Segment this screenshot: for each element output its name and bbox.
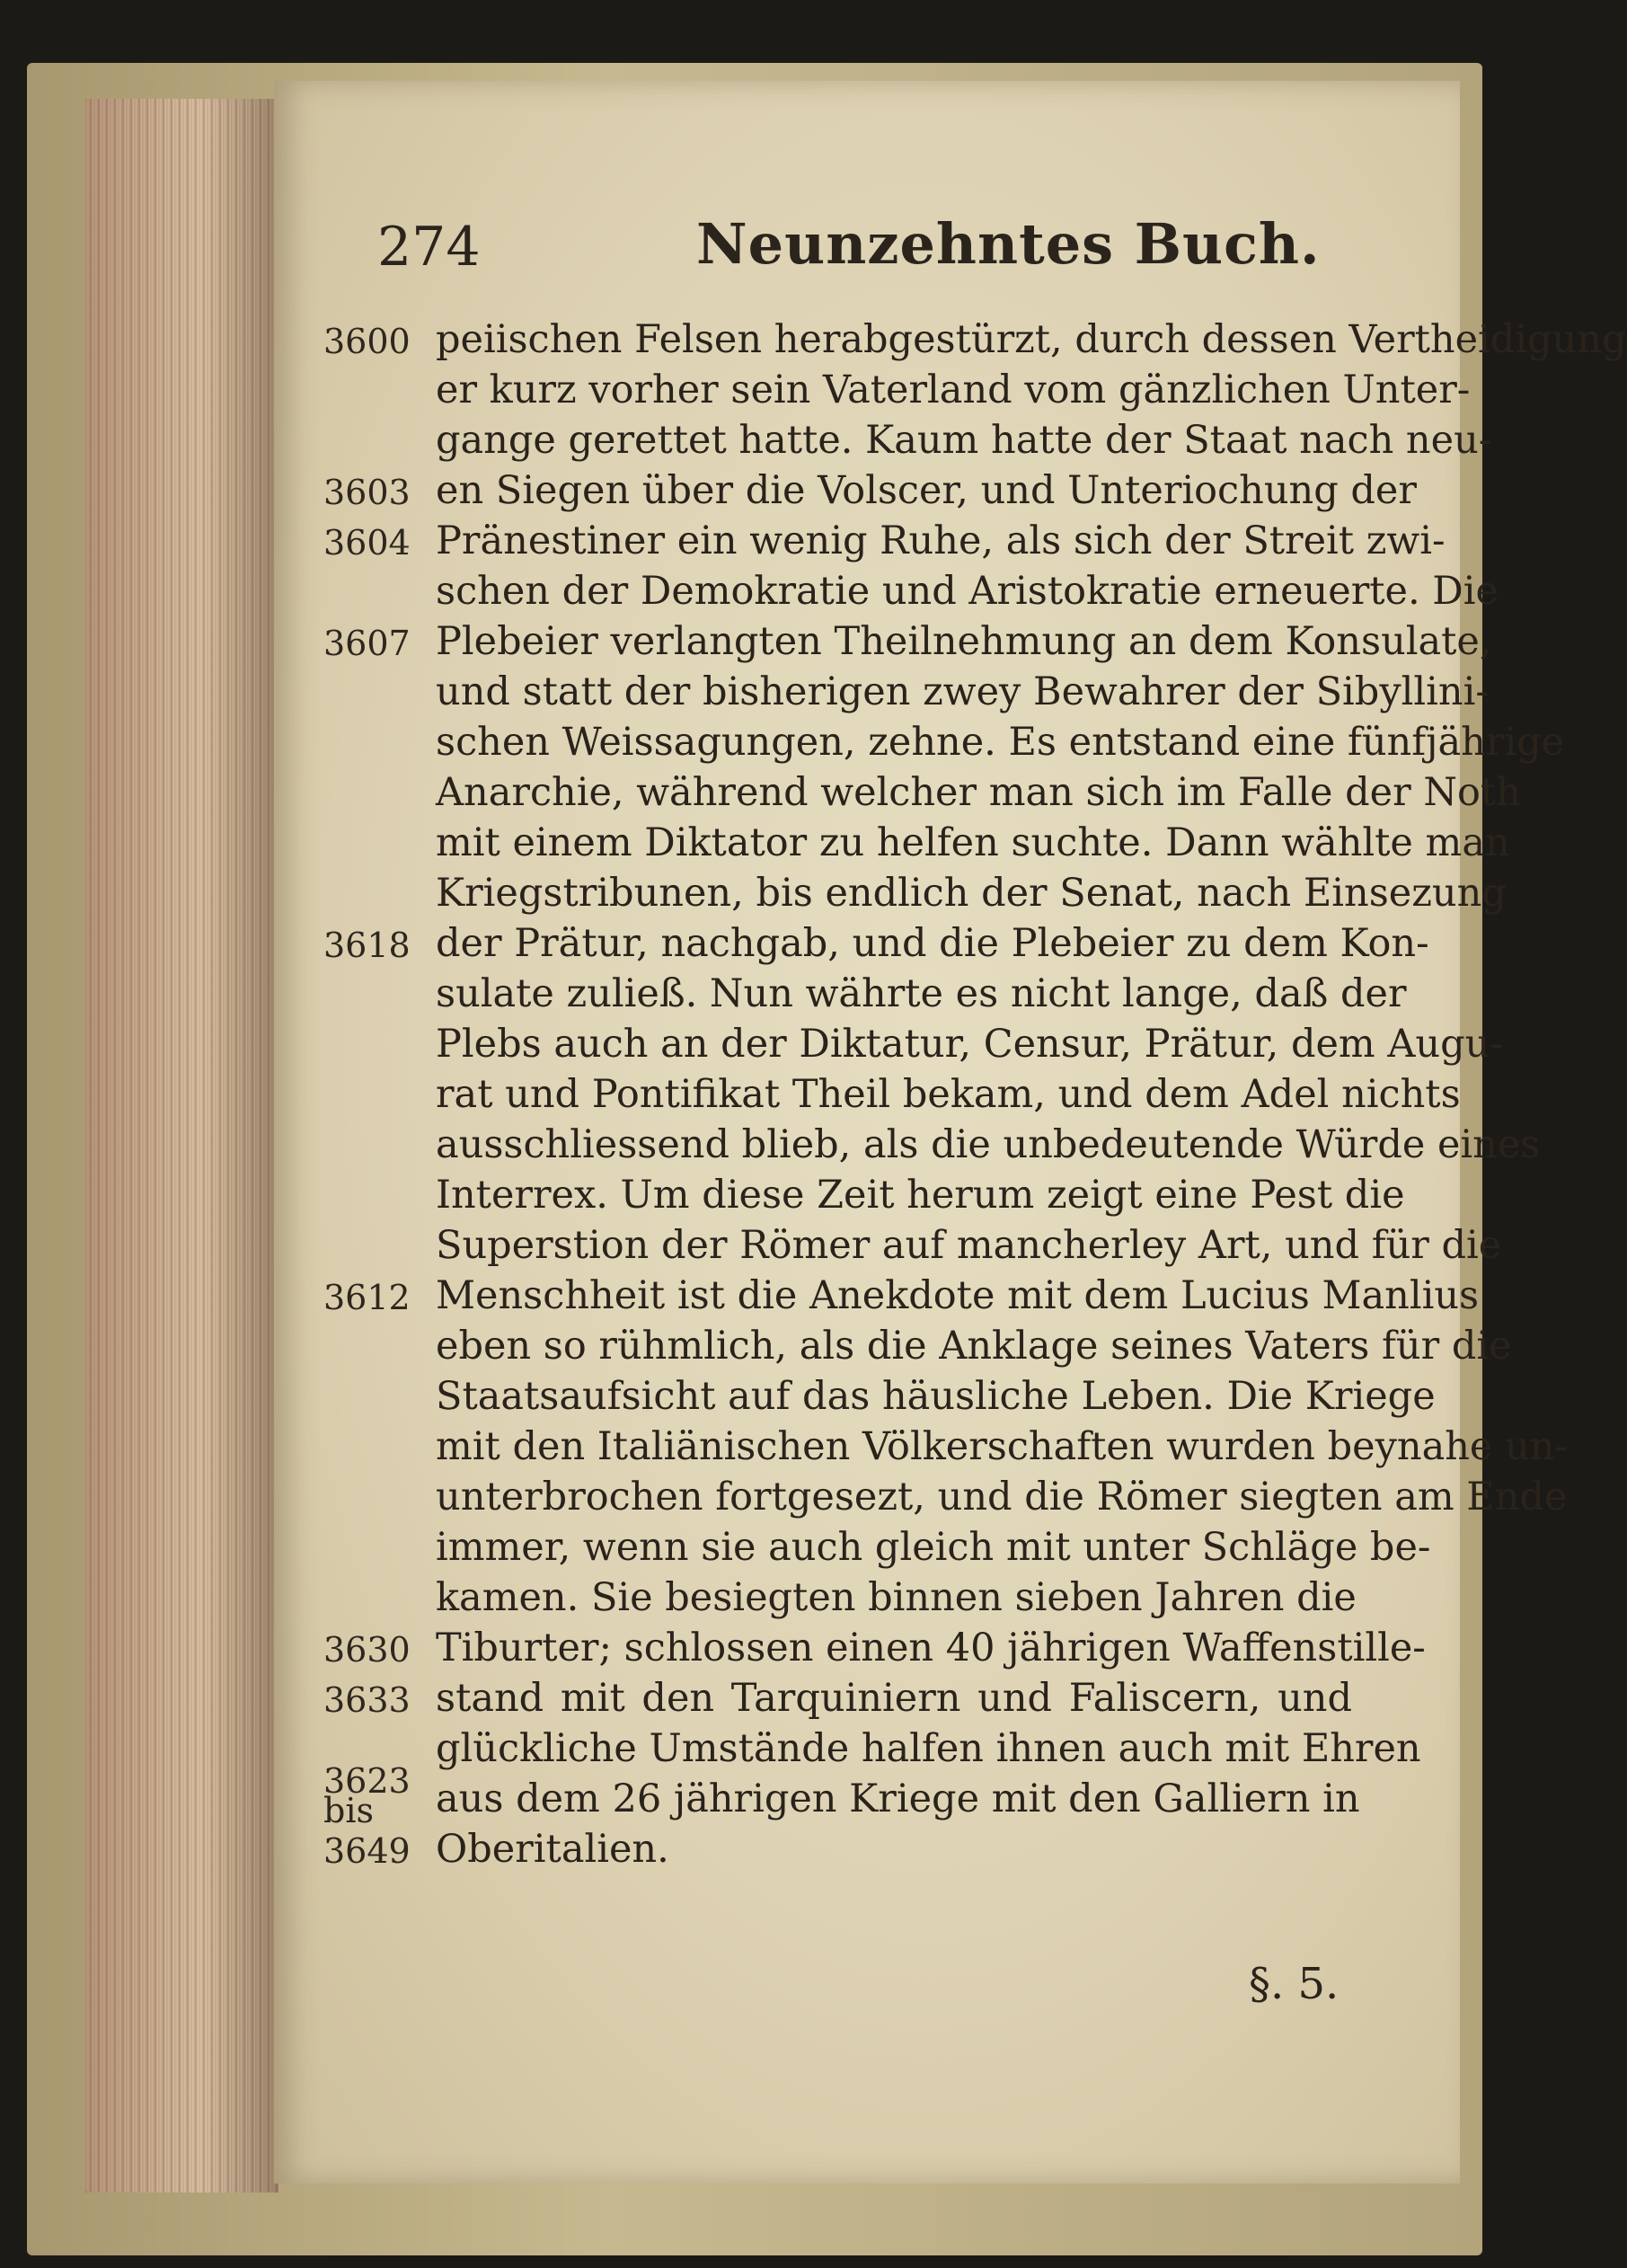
text-line: stand mit den Tarquiniern und Faliscern, und xyxy=(436,1676,1352,1721)
text-line: eben so rühmlich, als die Anklage seines Vaters für die xyxy=(436,1324,1512,1369)
text-line: mit den Italiänischen Völkerschaften wurden beynahe un- xyxy=(436,1424,1568,1469)
text-line: sulate zuließ. Nun währte es nicht lange, daß der xyxy=(436,971,1407,1016)
page-number: 274 xyxy=(377,216,481,279)
text-line: peiischen Felsen herabgestürzt, durch dessen Vertheidigung xyxy=(436,317,1627,362)
margin-note: 3612 xyxy=(323,1278,411,1317)
text-line: Kriegstribunen, bis endlich der Senat, nach Einsezung xyxy=(436,871,1507,916)
text-line: und statt der bisherigen zwey Bewahrer der Sibyllini- xyxy=(436,669,1489,714)
text-line: Pränestiner ein wenig Ruhe, als sich der Streit zwi- xyxy=(436,518,1446,563)
margin-note: 3607 xyxy=(323,624,411,663)
text-line: Superstion der Römer auf mancherley Art, und für die xyxy=(436,1223,1502,1268)
text-line: mit einem Diktator zu helfen suchte. Dann wählte man xyxy=(436,820,1510,865)
text-line: glückliche Umstände halfen ihnen auch mit Ehren xyxy=(436,1726,1421,1771)
text-line: Oberitalien. xyxy=(436,1827,669,1872)
text-line: der Prätur, nachgab, und die Plebeier zu dem Kon- xyxy=(436,921,1429,966)
text-line: kamen. Sie besiegten binnen sieben Jahren die xyxy=(436,1575,1357,1620)
text-line: Staatsaufsicht auf das häusliche Leben. Die Kriege xyxy=(436,1374,1436,1419)
margin-note: 3649 xyxy=(323,1831,411,1871)
page-header xyxy=(377,207,1366,288)
margin-note: 3600 xyxy=(323,322,411,361)
margin-note: 3603 xyxy=(323,473,411,512)
text-line: Menschheit ist die Anekdote mit dem Lucius Manlius xyxy=(436,1273,1480,1318)
text-line: Interrex. Um diese Zeit herum zeigt eine Pest die xyxy=(436,1173,1405,1218)
text-line: ausschliessend blieb, als die unbedeutende Würde eines xyxy=(436,1122,1541,1167)
margin-note: bis xyxy=(323,1791,374,1831)
margin-note: 3630 xyxy=(323,1630,411,1670)
margin-note: 3623 xyxy=(323,1760,411,1801)
text-line: immer, wenn sie auch gleich mit unter Schläge be- xyxy=(436,1525,1431,1570)
text-line: Plebeier verlangten Theilnehmung an dem Konsulate, xyxy=(436,619,1492,664)
text-line: aus dem 26 jährigen Kriege mit den Galliern in xyxy=(436,1776,1360,1821)
text-line: Plebs auch an der Diktatur, Censur, Prätur, dem Augu- xyxy=(436,1022,1503,1067)
text-line: unterbrochen fortgesezt, und die Römer siegten am Ende xyxy=(436,1475,1568,1519)
text-line: Tiburter; schlossen einen 40 jährigen Waffenstille- xyxy=(436,1626,1426,1670)
text-line: schen der Demokratie und Aristokratie erneuerte. Die xyxy=(436,569,1499,614)
margin-note: 3618 xyxy=(323,926,411,965)
text-line: en Siegen über die Volscer, und Unteriochung der xyxy=(436,468,1417,513)
text-line: er kurz vorher sein Vaterland vom gänzlichen Unter- xyxy=(436,368,1471,412)
margin-note: 3604 xyxy=(323,523,411,563)
text-line: Anarchie, während welcher man sich im Falle der Noth xyxy=(436,770,1521,815)
page-edges-shade xyxy=(85,99,279,2193)
margin-note: 3633 xyxy=(323,1680,411,1720)
text-line: rat und Pontifikat Theil bekam, und dem Adel nichts xyxy=(436,1072,1461,1117)
catchword: §. 5. xyxy=(1249,1959,1340,2009)
text-line: gange gerettet hatte. Kaum hatte der Staat nach neu- xyxy=(436,418,1492,463)
running-title: Neunzehntes Buch. xyxy=(696,211,1321,277)
text-line: schen Weissagungen, zehne. Es entstand eine fünfjährige xyxy=(436,720,1565,765)
